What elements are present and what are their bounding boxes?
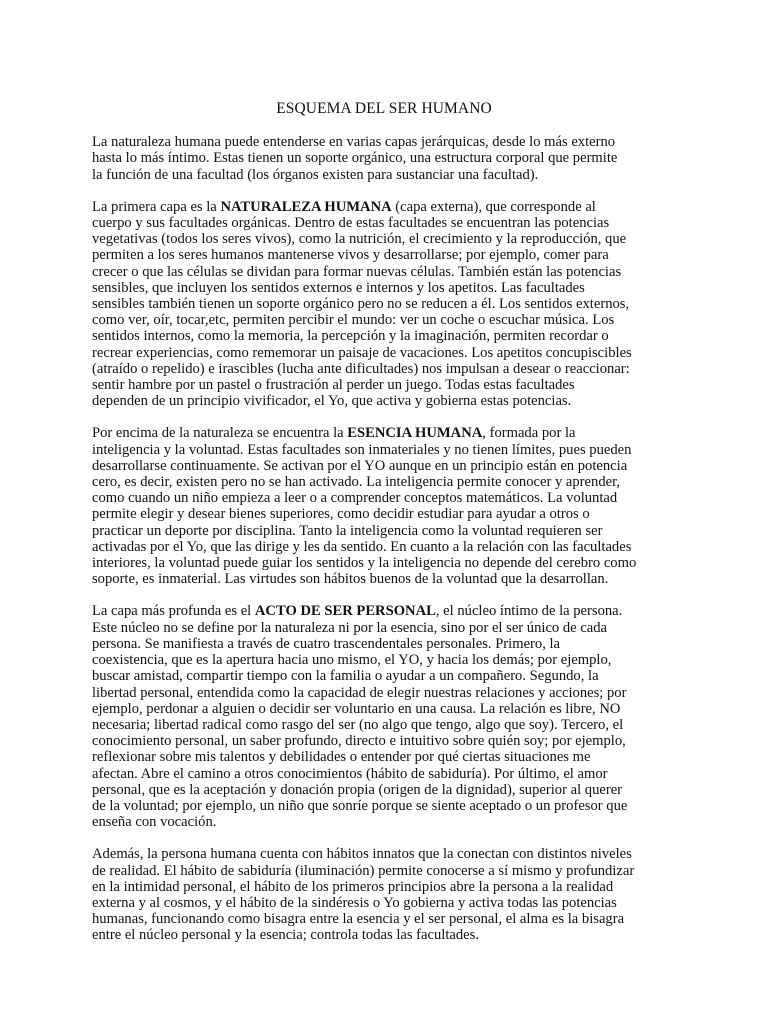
paragraph-line: (atraído o repelido) e irascibles (lucha ante dificultades) nos impulsan a desear o reaccionar:: [92, 360, 630, 377]
paragraph-line: La naturaleza humana puede entenderse en varias capas jerárquicas, desde lo más externo: [92, 134, 616, 151]
paragraph-line: entre el núcleo personal y la esencia; controla todas las facultades.: [92, 927, 479, 944]
paragraph-line: reflexionar sobre mis talentos y debilidades o entender por qué ciertas situaciones me: [92, 749, 591, 766]
paragraph-line: buscar amistad, compartir tiempo con la familia o ayudar a un compañero. Segundo, la: [92, 668, 599, 685]
paragraph-line: Además, la persona humana cuenta con hábitos innatos que la conectan con distintos niveles: [92, 846, 632, 863]
document-page: [92, 101, 676, 960]
line-text: Por encima de la naturaleza se encuentra la: [92, 425, 348, 442]
paragraph-line: [92, 199, 676, 215]
line-text: , formada por la: [482, 425, 576, 442]
paragraph-line: sentir hambre por un pastel o frustración al perder un juego. Todas estas facultades: [92, 377, 575, 394]
paragraph-line: libertad personal, entendida como la capacidad de elegir nuestras relaciones y acciones; por: [92, 684, 627, 701]
paragraph-line: crecer o que las células se dividan para formar nuevas células. También están las potencias: [92, 263, 622, 280]
paragraph-line: dependen de un principio vivificador, el Yo, que activa y gobierna estas potencias.: [92, 393, 572, 410]
paragraph-line: afectan. Abre el camino a otros conocimientos (hábito de sabiduría). Por último, el amor: [92, 765, 608, 782]
paragraph-line: permite elegir y desear bienes superiores, como decidir estudiar para ayudar a otros o: [92, 506, 590, 523]
paragraph-line: desarrollarse continuamente. Se activan por el YO aunque en un principio están en potencia: [92, 457, 628, 474]
paragraph-line: enseña con vocación.: [92, 814, 217, 831]
paragraph-line: hasta lo más íntimo. Estas tienen un soporte orgánico, una estructura corporal que permite: [92, 150, 618, 167]
paragraph-line: necesaria; libertad radical como rasgo del ser (no algo que tengo, algo que soy). Tercero, el: [92, 716, 624, 733]
paragraph-line: soporte, es inmaterial. Las virtudes son hábitos buenos de la voluntad que la desarrollan.: [92, 571, 609, 588]
paragraph-line: sentidos internos, como la memoria, la percepción y la imaginación, permiten recordar o: [92, 328, 609, 345]
line-text: (capa externa), que corresponde al: [391, 198, 596, 215]
paragraph-line: inteligencia y la voluntad. Estas facultades son inmateriales y no tienen límites, pues pueden: [92, 441, 632, 458]
paragraph-acto-de-ser: [92, 603, 676, 830]
paragraph-line: personal, que es la aceptación y donación propia (origen de la dignidad), superior al querer: [92, 781, 623, 798]
section-heading-term: NATURALEZA HUMANA: [220, 198, 392, 215]
line-text: La capa más profunda es el: [92, 603, 255, 620]
paragraph-line: humanas, funcionando como bisagra entre la esencia y el ser personal, el alma es la bisagra: [92, 911, 625, 928]
paragraph-line: externa y al cosmos, y el hábito de la sindéresis o Yo gobierna y activa todas las potencias: [92, 894, 617, 911]
paragraph-esencia-humana: [92, 425, 676, 587]
paragraph-line: interiores, la voluntad puede guiar los sentidos y la inteligencia no depende del cerebro como: [92, 555, 637, 572]
paragraph-line: sensibles también tienen un soporte orgánico pero no se reducen a él. Los sentidos externos,: [92, 296, 630, 313]
paragraph-line: [92, 425, 676, 441]
paragraph-line: la función de una facultad (los órganos existen para sustanciar una facultad).: [92, 166, 539, 183]
paragraph-line: en la intimidad personal, el hábito de los primeros principios abre la persona a la realidad: [92, 878, 614, 895]
section-heading-term: ESENCIA HUMANA: [347, 425, 483, 442]
paragraph-line: persona. Se manifiesta a través de cuatro trascendentales personales. Primero, la: [92, 635, 561, 652]
paragraph-line: cuerpo y sus facultades orgánicas. Dentro de estas facultades se encuentran las potencias: [92, 215, 610, 232]
paragraph-line: activadas por el Yo, que las dirige y les da sentido. En cuanto a la relación con las facultades: [92, 538, 632, 555]
paragraph-line: permiten a los seres humanos mantenerse vivos y desarrollarse; por ejemplo, comer para: [92, 247, 609, 264]
paragraph-line: cero, es decir, existen pero no se han activado. La inteligencia permite conocer y aprender,: [92, 474, 621, 491]
document-title: ESQUEMA DEL SER HUMANO: [276, 100, 492, 117]
paragraph-line: [92, 603, 676, 619]
paragraph-line: de realidad. El hábito de sabiduría (iluminación) permite conocerse a sí mismo y profundizar: [92, 862, 635, 879]
paragraph-line: practicar un deporte por disciplina. Tanto la inteligencia como la voluntad requieren ser: [92, 522, 603, 539]
paragraph-line: Este núcleo no se define por la naturaleza ni por la esencia, sino por el ser único de cada: [92, 619, 608, 636]
paragraph-naturaleza-humana: [92, 199, 676, 410]
paragraph-line: ejemplo, perdonar a alguien o decidir ser voluntario en una causa. La relación es libre, NO: [92, 700, 621, 717]
paragraph-habitos-innatos: [92, 846, 676, 943]
paragraph-line: coexistencia, que es la apertura hacia uno mismo, el YO, y hacia los demás; por ejemplo,: [92, 652, 612, 669]
paragraph-line: vegetativas (todos los seres vivos), como la nutrición, el crecimiento y la reproducción, que: [92, 231, 627, 248]
line-text: La primera capa es la: [92, 198, 221, 215]
line-text: , el núcleo íntimo de la persona.: [435, 603, 623, 620]
paragraph-line: como cuando un niño empieza a leer o a comprender conceptos matemáticos. La voluntad: [92, 490, 618, 507]
paragraph-line: como ver, oír, tocar,etc, permiten percibir el mundo: ver un coche o escuchar música. Los: [92, 312, 615, 329]
paragraph-line: conocimiento personal, un saber profundo, directo e intuitivo sobre quién soy; por ejemplo,: [92, 733, 626, 750]
paragraph-line: recrear experiencias, como rememorar un paisaje de vacaciones. Los apetitos concupiscibles: [92, 344, 632, 361]
paragraph-line: de la voluntad; por ejemplo, un niño que sonríe porque se siente aceptado o un profesor que: [92, 797, 628, 814]
section-heading-term: ACTO DE SER PERSONAL: [254, 603, 436, 620]
paragraph-line: sensibles, que incluyen los sentidos externos e internos y los apetitos. Las facultades: [92, 279, 585, 296]
paragraph-intro: [92, 134, 676, 183]
